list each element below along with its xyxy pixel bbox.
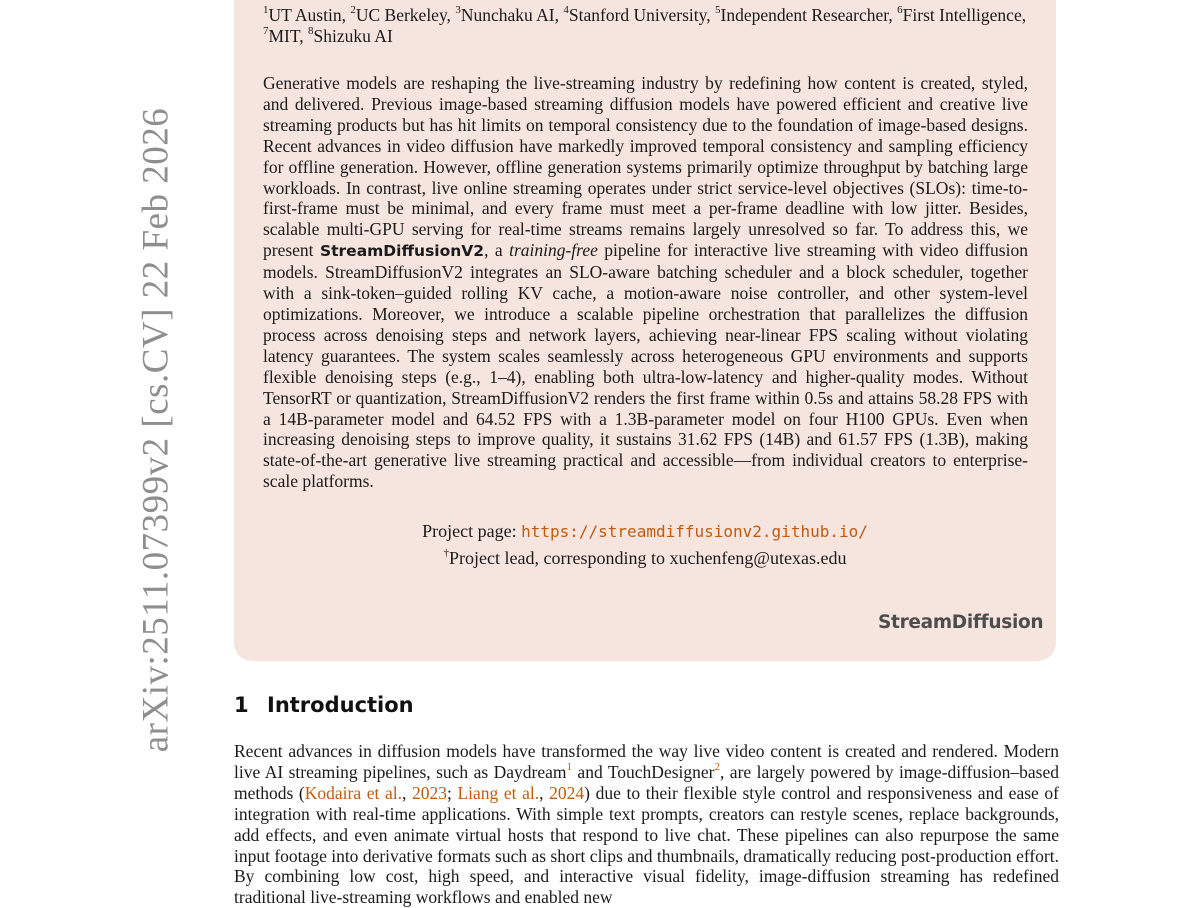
- footnote-mark[interactable]: 2: [714, 761, 720, 774]
- project-page-line: [234, 521, 1056, 542]
- affil-mark: 2: [350, 4, 356, 17]
- abstract-part2: , a: [484, 240, 510, 261]
- intro-text: and TouchDesigner: [571, 761, 715, 782]
- affil-name: First Intelligence,: [902, 5, 1027, 25]
- dagger-mark: †: [443, 547, 450, 559]
- affil-mark: 8: [308, 25, 314, 38]
- intro-text: , are largely powered by image-diffusion–based methods (: [234, 761, 1059, 803]
- abstract-part1: Generative models are reshaping the live-streaming industry by redefining how content is created, styled, and delivered. Previous image-based streaming diffusion models have powered efficient and creative live streaming products but has hit limits on temporal consistency due to the foundation of image-based designs. Recent advances in video diffusion have markedly improved temporal consistency and sampling efficiency for offline generation. However, offline generation systems primarily optimize throughput by batching large workloads. In contrast, live online streaming operates under strict service-level objectives (SLOs): time-to-first-frame must be minimal, and every frame must meet a per-frame deadline with low jitter. Besides, scalable multi-GPU serving for real-time streams remains largely unresolved so far. To address this, we present: [263, 73, 1028, 261]
- section-number: 1: [234, 693, 249, 717]
- citation-link[interactable]: Liang et al.: [457, 782, 540, 803]
- intro-text: ) due to their flexible style control and responsiveness and ease of integration with real-time applications. With simple text prompts, creators can restyle scenes, replace backgrounds, add effects, and even animate virtual hosts that respond to live chat. These pipelines can also repurpose the same input footage into derivative formats such as short clips and thumbnails, dramatically reducing post-production effort. By combining low cost, high speed, and interactive visual fidelity, image-diffusion streaming has redefined traditional live-streaming workflows and enabled new: [234, 782, 1059, 908]
- affil-name: Nunchaku AI,: [460, 5, 564, 25]
- project-page-link[interactable]: https://streamdiffusionv2.github.io/: [521, 522, 868, 541]
- abstract-text: [263, 73, 1028, 492]
- affil-mark: 1: [263, 4, 269, 17]
- affil-mark: 6: [897, 4, 903, 17]
- citation-link[interactable]: Kodaira et al.: [304, 782, 402, 803]
- affil-mark: 7: [263, 25, 269, 38]
- affil-name: Independent Researcher,: [720, 5, 898, 25]
- introduction-paragraph: [234, 741, 1059, 908]
- intro-text: Recent advances in diffusion models have transformed the way live video content is created and rendered. Modern live AI streaming pipelines, such as Daydream: [234, 741, 1059, 782]
- project-lead-note: [234, 548, 1056, 569]
- affil-name: MIT,: [268, 26, 309, 46]
- section-title: Introduction: [267, 693, 414, 717]
- intro-text: ,: [539, 782, 550, 803]
- project-lead-text: Project lead, corresponding to xuchenfeng@utexas.edu: [449, 548, 847, 568]
- affil-mark: 4: [563, 4, 569, 17]
- section-heading: [234, 693, 414, 717]
- project-page-label: Project page:: [422, 521, 522, 541]
- affil-mark: 5: [715, 4, 721, 17]
- abstract-part3: pipeline for interactive live streaming with video diffusion models. StreamDiffusionV2 integrates an SLO-aware batching scheduler and a block scheduler, together with a sink-token–guided rolling KV cache, a motion-aware noise controller, and other system-level optimizations. Moreover, we introduce a scalable pipeline orchestration that parallelizes the diffusion process across denoising steps and network layers, achieving near-linear FPS scaling without violating latency guarantees. The system scales seamlessly across heterogeneous GPU environments and supports flexible denoising steps (e.g., 1–4), enabling both ultra-low-latency and higher-quality modes. Without TensorRT or quantization, StreamDiffusionV2 renders the first frame within 0.5s and attains 58.28 FPS with a 14B-parameter model and 64.52 FPS with a 1.3B-parameter model on four H100 GPUs. Even when increasing denoising steps to improve quality, it sustains 31.62 FPS (14B) and 61.57 FPS (1.3B), making state-of-the-art generative live streaming practical and accessible—from individual creators to enterprise-scale platforms.: [263, 240, 1028, 492]
- footnote-mark[interactable]: 1: [566, 761, 572, 774]
- affil-name: Stanford University,: [568, 5, 716, 25]
- affiliations: [263, 5, 1033, 47]
- intro-text: ,: [401, 782, 412, 803]
- arxiv-identifier-stamp: arXiv:2511.07399v2 [cs.CV] 22 Feb 2026: [135, 107, 177, 753]
- affil-mark: 3: [455, 4, 461, 17]
- training-free-emphasis: training-free: [509, 240, 598, 261]
- citation-link[interactable]: 2023: [411, 782, 447, 803]
- affil-name: Shizuku AI: [313, 26, 393, 46]
- streamdiffusion-logo: StreamDiffusion: [878, 612, 1044, 633]
- system-name: StreamDiffusionV2: [319, 242, 485, 261]
- affil-name: UT Austin,: [268, 5, 351, 25]
- citation-link[interactable]: 2024: [549, 782, 585, 803]
- affil-name: UC Berkeley,: [355, 5, 456, 25]
- intro-text: ;: [446, 782, 458, 803]
